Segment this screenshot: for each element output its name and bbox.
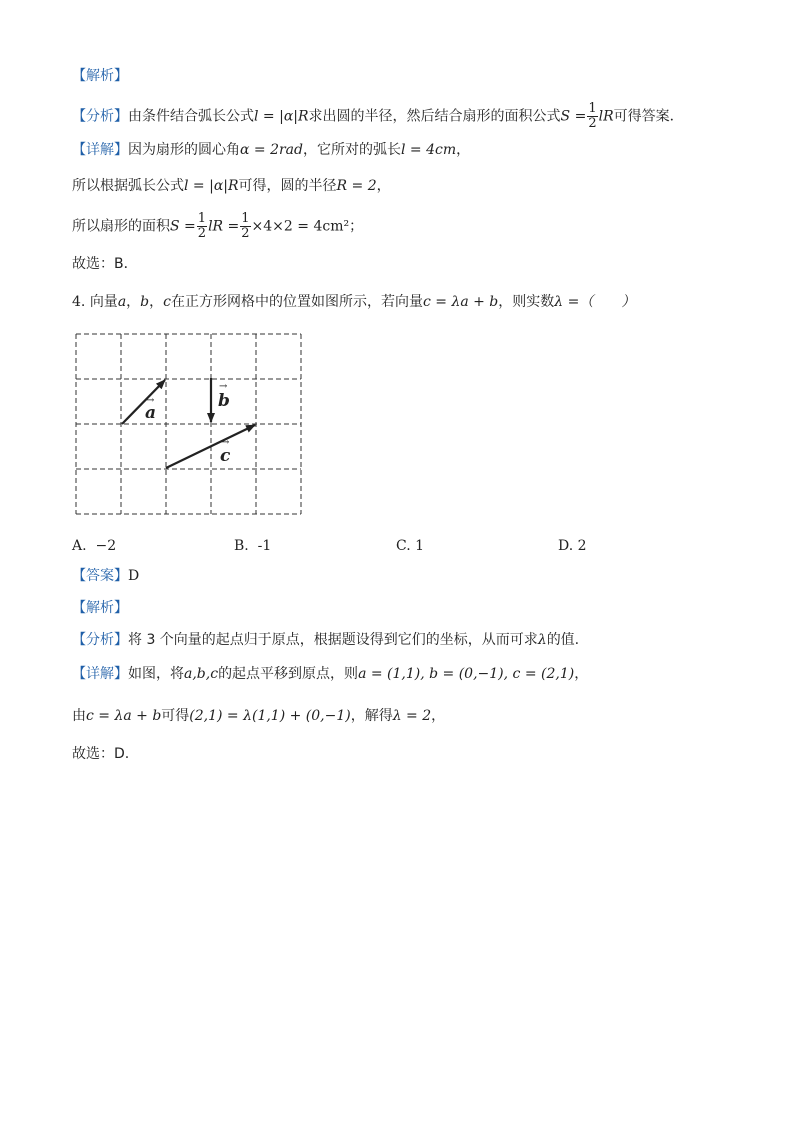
area-result: ×4×2 = 4cm²: [251, 218, 350, 235]
choice-value: −2: [95, 538, 117, 554]
question-text: ，则实数: [498, 294, 555, 310]
choice-value: 2: [577, 538, 587, 554]
choice-c[interactable]: [396, 536, 424, 556]
xiangjie-tag: 【详解】: [72, 666, 128, 682]
grid-lines: [76, 334, 301, 514]
choice-label: D.: [558, 538, 574, 554]
answer-line: [72, 566, 139, 586]
text: ，解得: [350, 708, 393, 724]
separator: ，: [149, 294, 164, 310]
area-formula-rhs: lR: [598, 108, 614, 125]
vector-c: c: [163, 294, 171, 310]
fenxi-text: 由条件结合弧长公式: [128, 108, 254, 125]
xiangjie-text: 的起点平移到原点，则: [218, 666, 359, 682]
xiangjie-text: 如图，将: [128, 666, 184, 682]
vector-a: a: [117, 294, 127, 310]
analysis-tag: 【解析】: [72, 68, 128, 84]
area-formula-lhs: S =: [560, 108, 587, 125]
analysis-heading-1: [72, 66, 128, 86]
text: 可得，圆的半径: [238, 178, 337, 194]
fenxi-text: 的值.: [546, 632, 580, 648]
analysis-heading-2: [72, 598, 128, 618]
area-lhs: S =: [170, 218, 196, 235]
arc-length-formula: l = |α|R: [254, 108, 309, 125]
choice-d[interactable]: [558, 536, 587, 556]
vector-grid-figure: [72, 330, 304, 522]
question-text: 向量: [89, 294, 118, 310]
text: 由: [72, 708, 86, 724]
text: 所以根据弧长公式: [72, 178, 184, 194]
choice-a[interactable]: [72, 536, 116, 556]
radius-formula: R = 2: [336, 178, 377, 194]
vector-c-label: c: [220, 446, 231, 466]
lambda-blank: λ =（ ）: [554, 294, 636, 310]
lambda: λ: [537, 632, 547, 648]
vector-equation: c = λa + b: [86, 708, 162, 724]
xiangjie-tag: 【详解】: [72, 142, 128, 158]
text: ，: [431, 708, 446, 724]
vectors: a,b,c: [184, 666, 219, 682]
fenxi-tag: 【分析】: [72, 632, 128, 648]
vector-b-label: b: [218, 391, 230, 411]
xiangjie-line-5: [72, 706, 445, 726]
vector-c-arrow-mark: →: [221, 437, 230, 448]
choice-label: B.: [234, 538, 249, 554]
fenxi-line-1: [72, 102, 684, 131]
fenxi-tag: 【分析】: [72, 108, 128, 125]
lambda-result: λ = 2: [392, 708, 432, 724]
fraction: $\frac{1}{2}$: [588, 101, 597, 131]
choice-b[interactable]: [234, 536, 271, 556]
question-4: [72, 292, 635, 312]
arc-formula: l = 4cm: [401, 142, 457, 158]
fenxi-text: 将 3 个向量的起点归于原点，根据题设得到它们的坐标，从而可求: [128, 632, 538, 648]
vector-a-arrow-mark: →: [146, 395, 155, 406]
area-mid: lR =: [208, 218, 240, 235]
vector-a-label: a: [145, 403, 157, 423]
xiangjie-line-3: [72, 212, 363, 241]
xiangjie-text: ，: [574, 666, 589, 682]
choice-value: 1: [415, 538, 425, 554]
choice-label: A.: [72, 538, 87, 554]
text: ，: [376, 178, 391, 194]
fenxi-text: 可得答案．: [613, 108, 684, 125]
choice-label: C.: [396, 538, 411, 554]
question-text: 在正方形网格中的位置如图所示，若向量: [170, 294, 423, 310]
text: 可得: [161, 708, 190, 724]
xiangjie-text: ，: [456, 142, 471, 158]
fenxi-text: 求出圆的半径，然后结合扇形的面积公式: [308, 108, 561, 125]
grid-svg: [72, 330, 304, 518]
choose-text: 故选：B．: [72, 256, 138, 272]
choose-text: 故选：D.: [72, 746, 130, 762]
fenxi-line-2: [72, 630, 579, 650]
arc-length-formula: l = |α|R: [184, 178, 239, 194]
coordinate-equation: (2,1) = λ(1,1) + (0,−1): [189, 708, 351, 724]
xiangjie-text: ，它所对的弧长: [303, 142, 401, 158]
vector-b-arrow-mark: →: [219, 381, 228, 392]
vector-coords: a = (1,1), b = (0,−1), c = (2,1): [358, 666, 575, 682]
fraction: $\frac{1}{2}$: [197, 211, 207, 241]
answer-tag: 【答案】: [72, 568, 128, 584]
vector-a-arrow: [122, 380, 165, 424]
xiangjie-text: 因为扇形的圆心角: [128, 142, 240, 158]
question-formula: c = λa + b: [422, 294, 499, 310]
analysis-tag: 【解析】: [72, 600, 128, 616]
fraction: $\frac{1}{2}$: [241, 211, 250, 241]
xiangjie-line-4: [72, 664, 588, 684]
xiangjie-line-2: [72, 176, 391, 196]
text: ；: [349, 218, 364, 235]
angle-formula: α = 2rad: [240, 142, 303, 158]
xiangjie-line-1: [72, 140, 470, 160]
answer-value: D: [128, 568, 140, 584]
choose-line-2: [72, 744, 129, 764]
vector-b: b: [140, 294, 150, 310]
choose-line-1: [72, 254, 138, 274]
choice-value: -1: [257, 538, 272, 554]
separator: ，: [126, 294, 141, 310]
question-number: 4.: [72, 294, 86, 310]
text: 所以扇形的面积: [72, 218, 170, 235]
